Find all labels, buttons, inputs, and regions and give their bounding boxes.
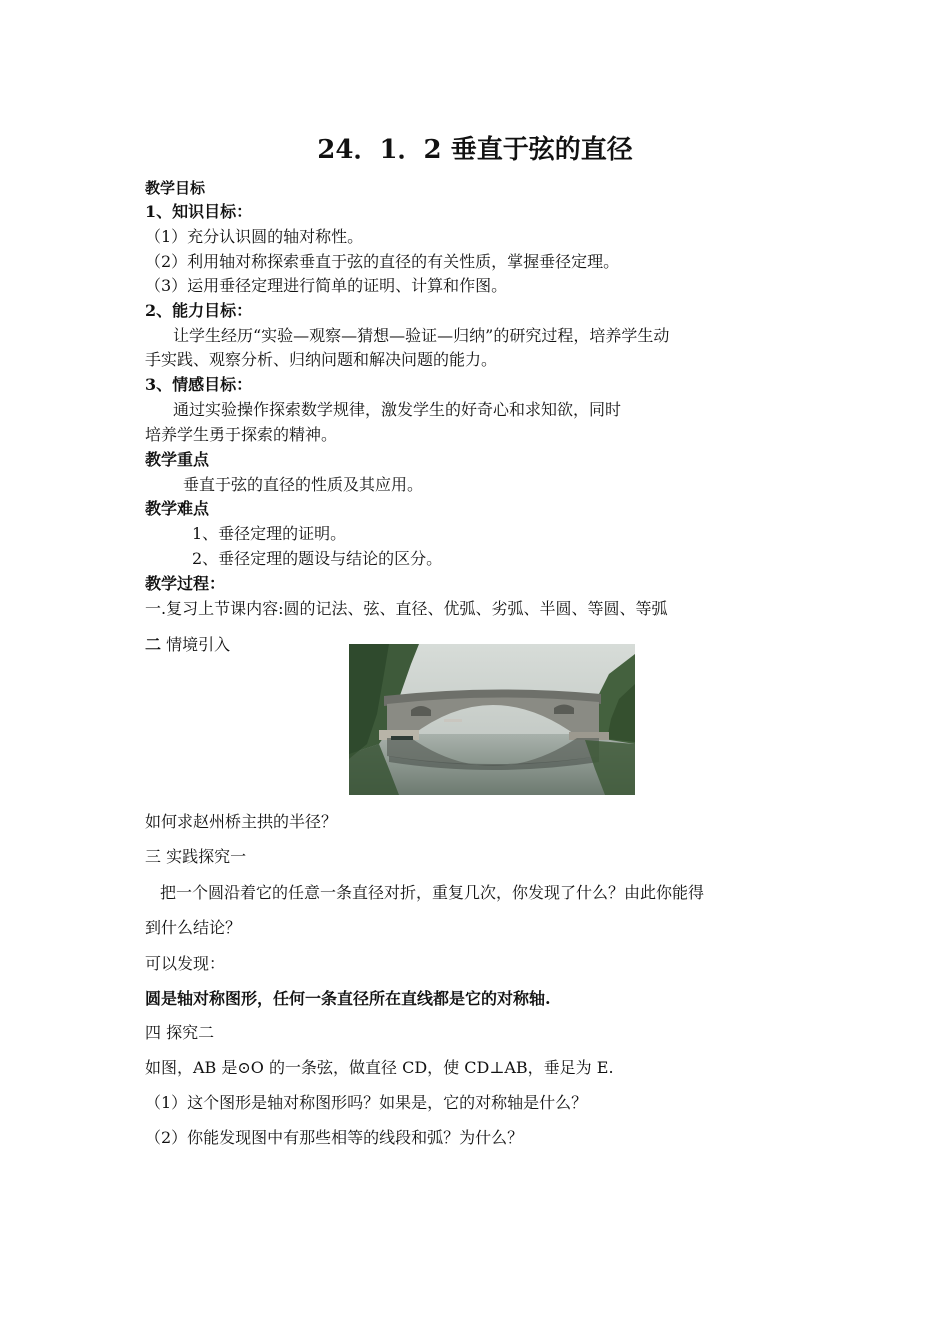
emotion-text-line1: 通过实验操作探索数学规律，激发学生的好奇心和求知欲，同时 [173,400,622,419]
document-title: 24．1．2 垂直于弦的直径 [317,135,633,165]
objectives-heading: 教学目标 [145,179,206,197]
explore-heading: 四 探究二 [145,1023,215,1042]
knowledge-heading: 1、知识目标： [145,202,253,221]
emotion-text-line2: 培养学生勇于探索的精神。 [145,425,338,444]
intro-number: 二 [145,635,162,654]
key-point-heading: 教学重点 [145,450,210,469]
emotion-heading: 3、情感目标： [145,375,253,394]
explore-question-1: （1）这个图形是轴对称图形吗？如果是，它的对称轴是什么？ [145,1093,588,1112]
difficulty-heading: 教学难点 [145,499,210,518]
key-point-text: 垂直于弦的直径的性质及其应用。 [183,475,424,494]
ability-text-line2: 手实践、观察分析、归纳问题和解决问题的能力。 [145,350,498,369]
process-heading: 教学过程： [145,574,226,593]
practice-heading: 三 实践探究一 [145,847,247,866]
knowledge-item-2: （2）利用轴对称探索垂直于弦的直径的有关性质，掌握垂径定理。 [145,252,620,271]
symmetry-conclusion: 圆是轴对称图形，任何一条直径所在直线都是它的对称轴. [145,989,551,1008]
practice-text-line2: 到什么结论？ [145,918,242,937]
explore-question-2: （2）你能发现图中有那些相等的线段和弧？为什么？ [145,1128,524,1147]
ability-heading: 2、能力目标： [145,301,253,320]
practice-text-line1: 把一个圆沿着它的任意一条直径对折，重复几次，你发现了什么？由此你能得 [160,883,705,902]
review-line: 一.复习上节课内容:圆的记法、弦、直径、优弧、劣弧、半圆、等圆、等弧 [145,599,668,618]
intro-text: 情境引入 [161,635,231,654]
bridge-question: 如何求赵州桥主拱的半径？ [145,812,338,831]
difficulty-item-1: 1、垂径定理的证明。 [192,524,347,543]
difficulty-item-2: 2、垂径定理的题设与结论的区分。 [192,549,443,568]
explore-text: 如图，AB 是⊙O 的一条弦，做直径 CD，使 CD⊥AB，垂足为 E. [145,1058,614,1077]
found-label: 可以发现： [145,954,226,973]
knowledge-item-1: （1）充分认识圆的轴对称性。 [145,227,364,246]
zhaozhou-bridge-photo [349,644,635,795]
knowledge-item-3: （3）运用垂径定理进行简单的证明、计算和作图。 [145,276,508,295]
ability-text-line1: 让学生经历“实验—观察—猜想—验证—归纳”的研究过程，培养学生动 [173,326,670,345]
intro-heading [145,633,230,657]
